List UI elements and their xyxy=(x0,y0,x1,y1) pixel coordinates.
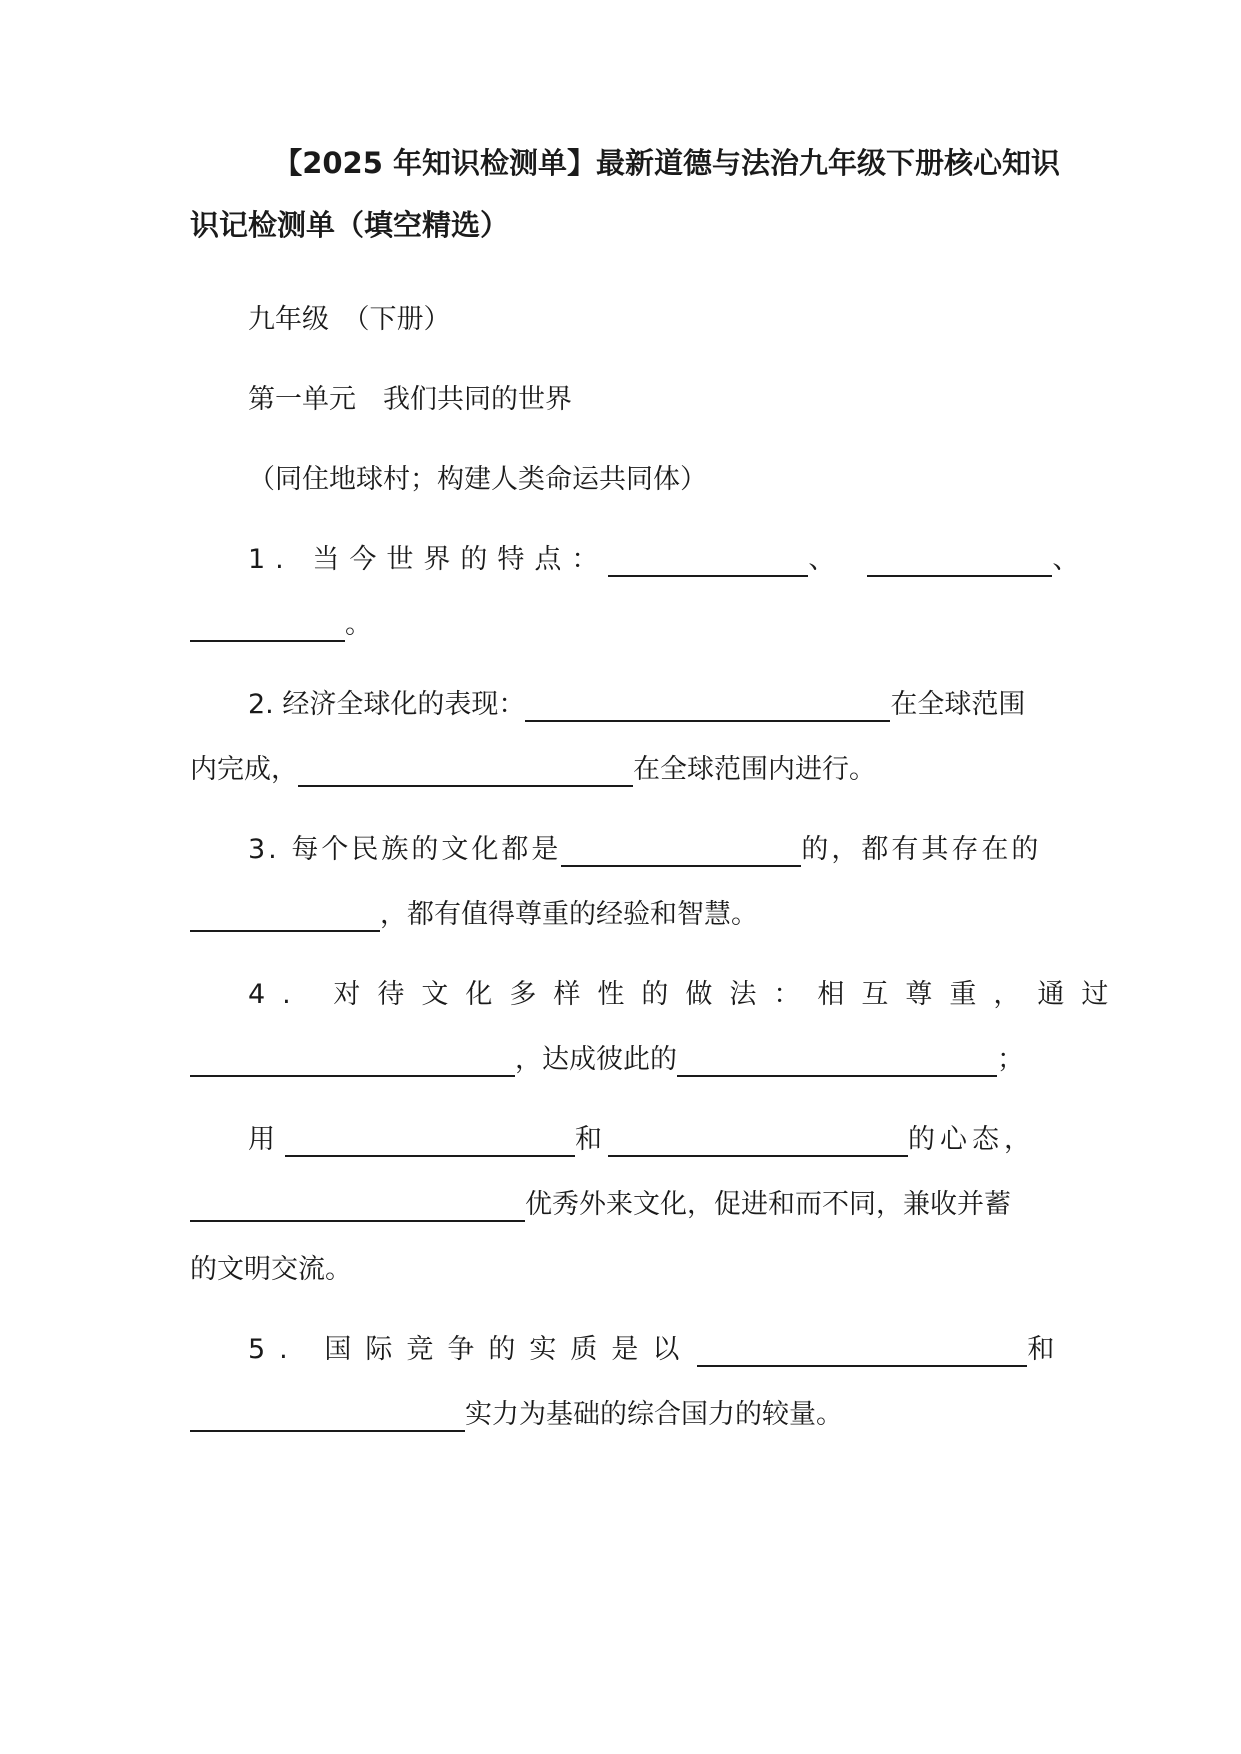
grade-heading xyxy=(190,290,1060,350)
fill-blank[interactable] xyxy=(190,1396,465,1432)
question-5-line-1 xyxy=(190,1320,1060,1380)
fill-blank[interactable] xyxy=(298,751,633,787)
question-2-text: 2. 经济全球化的表现： xyxy=(248,689,526,720)
question-4-line-5 xyxy=(190,1240,1060,1300)
question-4-line-4 xyxy=(190,1175,1060,1235)
question-2-text: 内完成， xyxy=(190,754,298,785)
question-4-text: 的心态， xyxy=(908,1124,1036,1155)
question-5-line-2 xyxy=(190,1385,1060,1445)
question-5-text: 5. 国际竞争的实质是以 xyxy=(248,1334,694,1365)
question-2-line-1 xyxy=(190,675,1060,735)
grade-text: 九年级 （下册） xyxy=(248,304,451,335)
question-2-line-2 xyxy=(190,740,1060,800)
title-text: 【2025 年知识检测单】最新道德与法治九年级下册核心知识 xyxy=(273,146,1060,180)
fill-blank[interactable] xyxy=(608,541,808,577)
question-4-line-3 xyxy=(190,1110,1060,1170)
question-4-text: 的文明交流。 xyxy=(190,1254,352,1285)
question-4-text: 用 xyxy=(248,1124,275,1155)
lessons-heading xyxy=(190,450,1060,510)
question-3-text: 的，都有其存在的 xyxy=(801,834,1042,865)
question-2-text: 在全球范围 xyxy=(890,689,1026,720)
fill-blank[interactable] xyxy=(190,1186,525,1222)
fill-blank[interactable] xyxy=(561,831,801,867)
question-3-text: 3. 每个民族的文化都是 xyxy=(248,834,562,865)
lessons-text: （同住地球村；构建人类命运共同体） xyxy=(248,464,707,495)
unit-heading xyxy=(190,370,1060,430)
question-3-line-2 xyxy=(190,885,1060,945)
fill-blank[interactable] xyxy=(677,1041,997,1077)
question-4-text: ，达成彼此的 xyxy=(515,1044,677,1075)
question-4-text: ； xyxy=(997,1044,1024,1075)
document-title-line-1 xyxy=(190,133,1060,193)
fill-blank[interactable] xyxy=(867,541,1052,577)
document-title-line-2 xyxy=(190,195,1060,255)
period: 。 xyxy=(345,609,372,640)
title-text: 识记检测单（填空精选） xyxy=(190,208,510,242)
fill-blank[interactable] xyxy=(608,1121,908,1157)
question-4-text: 优秀外来文化，促进和而不同，兼收并蓄 xyxy=(525,1189,1011,1220)
unit-text: 第一单元 我们共同的世界 xyxy=(248,384,572,415)
fill-blank[interactable] xyxy=(190,896,380,932)
fill-blank[interactable] xyxy=(190,1041,515,1077)
separator: 、 xyxy=(808,544,836,575)
question-1-line-1 xyxy=(190,530,1080,590)
fill-blank[interactable] xyxy=(190,606,345,642)
question-1-text: 1. 当今世界的特点： xyxy=(248,544,609,575)
fill-blank[interactable] xyxy=(697,1331,1027,1367)
question-5-text: 实力为基础的综合国力的较量。 xyxy=(465,1399,843,1430)
fill-blank[interactable] xyxy=(525,686,890,722)
separator: 、 xyxy=(1052,544,1080,575)
question-4-line-2 xyxy=(190,1030,1060,1090)
fill-blank[interactable] xyxy=(285,1121,575,1157)
question-4-text: 4. 对待文化多样性的做法：相互尊重，通过 xyxy=(248,979,1126,1010)
question-4-line-1 xyxy=(190,965,1126,1025)
question-2-text: 在全球范围内进行。 xyxy=(633,754,876,785)
question-4-text: 和 xyxy=(575,1124,602,1155)
question-3-line-1 xyxy=(190,820,1060,880)
question-1-line-2 xyxy=(190,595,1060,655)
question-3-text: ，都有值得尊重的经验和智慧。 xyxy=(380,899,758,930)
question-5-text: 和 xyxy=(1027,1334,1055,1365)
